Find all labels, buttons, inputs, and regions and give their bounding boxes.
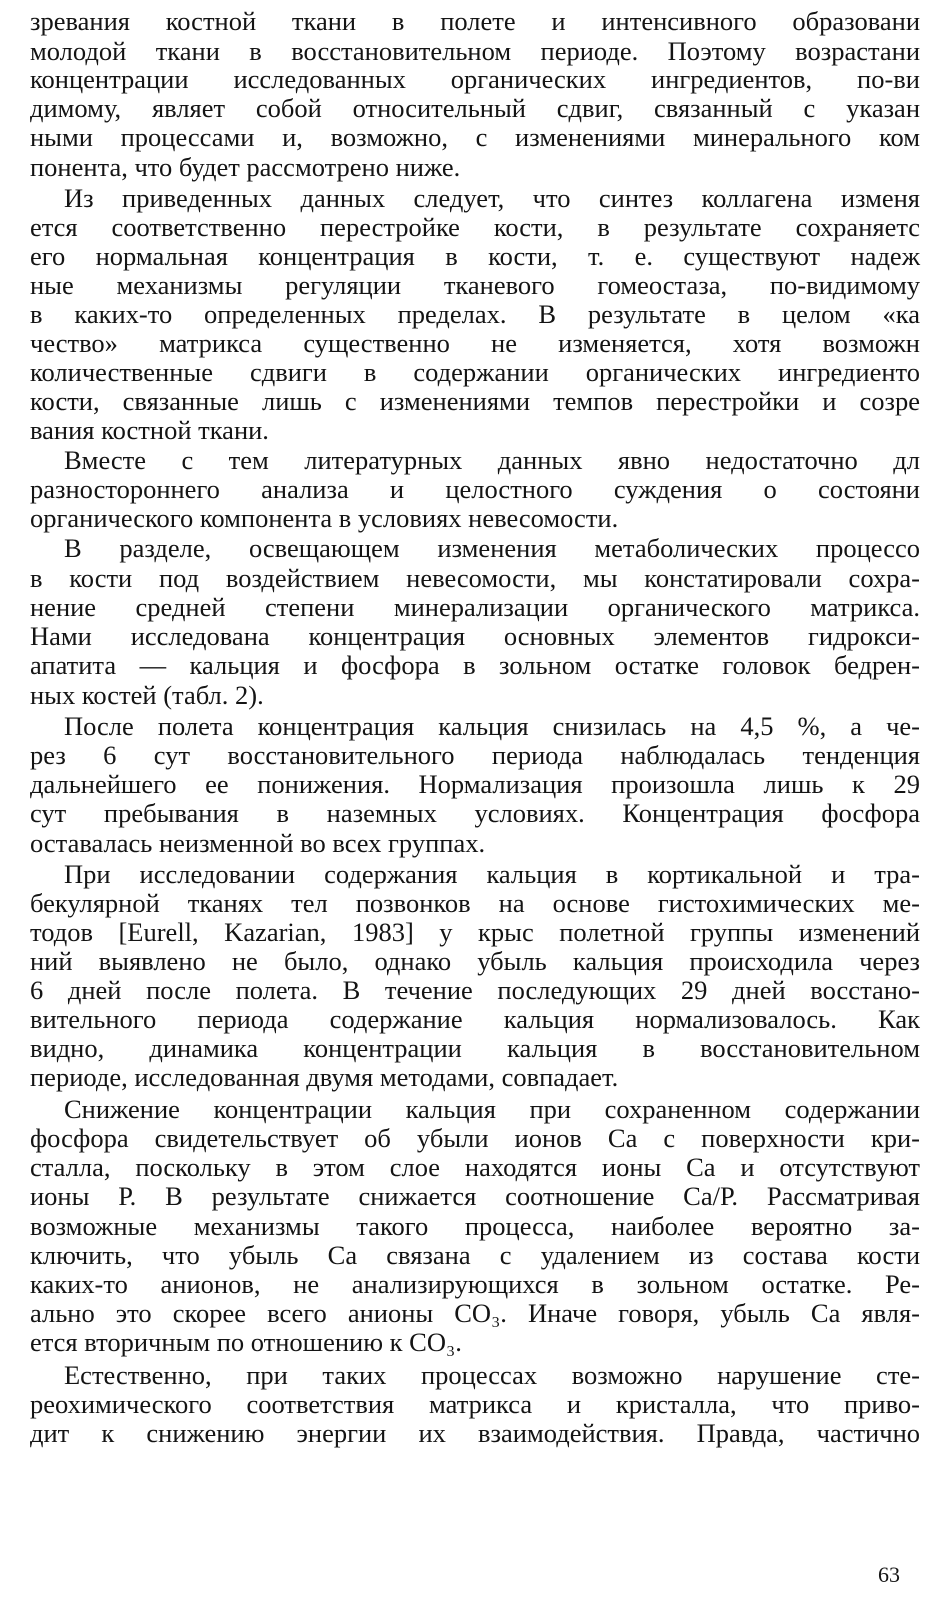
- text-line: ные механизмы регуляции тканевого гомеостаза, по-видимому: [30, 270, 920, 300]
- text-line: вания костной ткани.: [30, 415, 269, 445]
- text-line: Вместе с тем литературных данных явно недостаточно дл: [64, 445, 920, 475]
- text-line: чество» матрикса существенно не изменяется, хотя возможн: [30, 328, 920, 358]
- text-line: бекулярной тканях тел позвонков на основе гистохимических ме-: [30, 888, 920, 918]
- text-line: ется вторичным по отношению к CO₃.: [30, 1327, 462, 1357]
- text-line: реохимического соответствия матрикса и кристалла, что приво-: [30, 1389, 920, 1419]
- text-line: Естественно, при таких процессах возможно нарушение сте-: [64, 1360, 920, 1390]
- text-line: апатита — кальция и фосфора в зольном остатке головок бедрен-: [30, 650, 920, 680]
- text-line: При исследовании содержания кальция в кортикальной и тра-: [64, 859, 920, 889]
- text-line: тодов [Eurell, Kazarian, 1983] у крыс полетной группы изменений: [30, 917, 920, 947]
- text-line: понента, что будет рассмотрено ниже.: [30, 152, 461, 182]
- text-line: кости, связанные лишь с изменениями темпов перестройки и созре: [30, 386, 920, 416]
- text-line: После полета концентрация кальция снизилась на 4,5 %, а че-: [64, 711, 920, 741]
- text-line: Снижение концентрации кальция при сохраненном содержании: [64, 1094, 920, 1124]
- text-line: в кости под воздействием невесомости, мы констатировали сохра-: [30, 563, 920, 593]
- text-line: ний выявлено не было, однако убыль кальция происходила через: [30, 946, 920, 976]
- text-line: вительного периода содержание кальция нормализовалось. Как: [30, 1004, 920, 1034]
- text-line: молодой ткани в восстановительном периоде. Поэтому возрастани: [30, 36, 920, 66]
- text-line: рез 6 сут восстановительного периода наблюдалась тенденция: [30, 740, 920, 770]
- text-line: В разделе, освещающем изменения метаболических процессо: [64, 533, 920, 563]
- text-line: зревания костной ткани в полете и интенсивного образовани: [30, 6, 920, 36]
- text-line: ключить, что убыль Са связана с удалением из состава кости: [30, 1240, 920, 1270]
- book-page: [30, 0, 920, 1600]
- text-line: оставалась неизменной во всех группах.: [30, 828, 486, 858]
- text-line: Нами исследована концентрация основных элементов гидрокси-: [30, 621, 920, 651]
- text-line: дальнейшего ее понижения. Нормализация произошла лишь к 29: [30, 769, 920, 799]
- text-line: периоде, исследованная двумя методами, совпадает.: [30, 1062, 619, 1092]
- text-line: нение средней степени минерализации органического матрикса.: [30, 592, 920, 622]
- text-line: каких-то анионов, не анализирующихся в зольном остатке. Ре-: [30, 1269, 920, 1299]
- text-line: концентрации исследованных органических ингредиентов, по-ви: [30, 64, 920, 94]
- text-line: сталла, поскольку в этом слое находятся ионы Са и отсутствуют: [30, 1152, 920, 1182]
- text-line: дит к снижению энергии их взаимодействия. Правда, частично: [30, 1418, 920, 1448]
- page-number: 63: [878, 1562, 900, 1587]
- text-line: димому, являет собой относительный сдвиг, связанный с указан: [30, 93, 920, 123]
- text-line: возможные механизмы такого процесса, наиболее вероятно за-: [30, 1211, 920, 1241]
- text-line: ется соответственно перестройке кости, в результате сохраняетс: [30, 212, 920, 242]
- text-line: ных костей (табл. 2).: [30, 680, 264, 710]
- text-line: его нормальная концентрация в кости, т. е. существуют надеж: [30, 241, 920, 271]
- text-line: в каких-то определенных пределах. В результате в целом «ка: [30, 299, 920, 329]
- text-line: разностороннего анализа и целостного суждения о состояни: [30, 474, 920, 504]
- text-line: фосфора свидетельствует об убыли ионов Са с поверхности кри-: [30, 1123, 920, 1153]
- text-line: количественные сдвиги в содержании органических ингредиенто: [30, 357, 920, 387]
- text-line: ионы Р. В результате снижается соотношение Са/Р. Рассматривая: [30, 1181, 920, 1211]
- text-line: сут пребывания в наземных условиях. Концентрация фосфора: [30, 798, 920, 828]
- text-line: видно, динамика концентрации кальция в восстановительном: [30, 1033, 920, 1063]
- text-line: 6 дней после полета. В течение последующих 29 дней восстано-: [30, 975, 920, 1005]
- text-line: Из приведенных данных следует, что синтез коллагена изменя: [64, 183, 920, 213]
- text-line: ально это скорее всего анионы CO₃. Иначе говоря, убыль Са явля-: [30, 1298, 920, 1328]
- text-line: ными процессами и, возможно, с изменениями минерального ком: [30, 122, 920, 152]
- text-line: органического компонента в условиях невесомости.: [30, 503, 619, 533]
